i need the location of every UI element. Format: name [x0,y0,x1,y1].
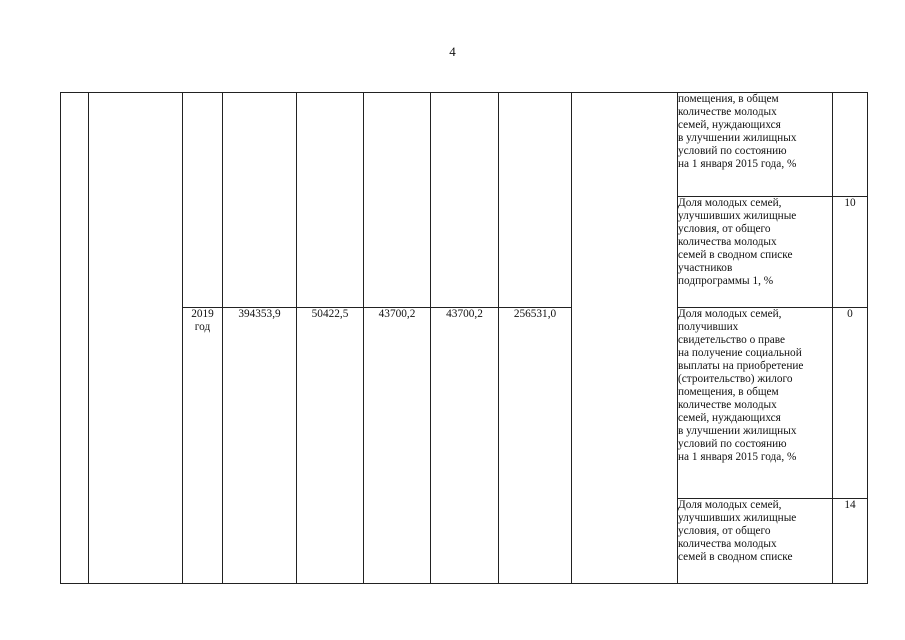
indicator-text-line: условия, от общего [678,525,771,537]
indicator-text-line: в улучшении жилищных [678,425,797,437]
indicator-text-line: подпрограммы 1, % [678,275,774,287]
indicator-text-line: семей в сводном списке [678,249,793,261]
row-number-cell [61,93,89,584]
indicator-text-line: получивших [678,321,739,333]
other-cell-prev [499,93,572,308]
year-unit: год [194,321,211,333]
indicator-text-line: на 1 января 2015 года, % [678,451,797,463]
indicator-text-line: помещения, в общем [678,386,779,398]
indicator-value-cell [833,93,868,197]
indicator-text-line: на 1 января 2015 года, % [678,158,797,170]
local-cell-prev [431,93,499,308]
indicator-cell [678,197,833,308]
indicator-text-line: в улучшении жилищных [678,132,797,144]
local-value-cell: 43700,2 [431,308,499,584]
table-row [61,93,868,197]
indicator-text-line: улучшивших жилищные [678,512,797,524]
indicator-text-line: семей, нуждающихся [678,412,781,424]
indicator-value-cell: 0 [833,308,868,499]
indicator-text-line: условий по состоянию [678,438,787,450]
federal-cell-prev [297,93,364,308]
total-cell-prev [223,93,297,308]
indicator-cell [678,308,833,499]
program-name-cell [89,93,183,584]
table-row [61,308,868,499]
indicator-text-line: участников [678,262,733,274]
indicator-text-line: количестве молодых [678,106,777,118]
year-cell [183,308,223,584]
indicator-text-line: Доля молодых семей, [678,197,782,209]
indicator-text-line: Доля молодых семей, [678,308,782,320]
year-cell-prev [183,93,223,308]
year-value: 2019 [191,308,214,320]
indicator-value-cell: 10 [833,197,868,308]
indicator-cell [678,93,833,197]
total-value-cell: 394353,9 [223,308,297,584]
indicator-text-line: Доля молодых семей, [678,499,782,511]
indicator-text-line: (строительство) жилого [678,373,793,385]
indicator-text-line: свидетельство о праве [678,334,786,346]
indicator-text-line: семей, нуждающихся [678,119,781,131]
indicator-text-line: помещения, в общем [678,93,779,105]
federal-value-cell: 50422,5 [297,308,364,584]
indicator-text-line: выплаты на приобретение [678,360,804,372]
indicator-text-line: условий по состоянию [678,145,787,157]
indicator-text-line: улучшивших жилищные [678,210,797,222]
page-number: 4 [449,44,456,59]
indicator-text-line: условия, от общего [678,223,771,235]
other-value-cell: 256531,0 [499,308,572,584]
regional-value-cell: 43700,2 [364,308,431,584]
indicator-text-line: семей в сводном списке [678,551,793,563]
indicator-cell [678,499,833,584]
indicator-value-cell: 14 [833,499,868,584]
indicator-text-line: количества молодых [678,538,777,550]
executor-cell [572,93,678,584]
indicator-text-line: количестве молодых [678,399,777,411]
indicator-text-line: количества молодых [678,236,777,248]
regional-cell-prev [364,93,431,308]
indicator-text-line: на получение социальной [678,347,802,359]
program-table [60,92,868,584]
